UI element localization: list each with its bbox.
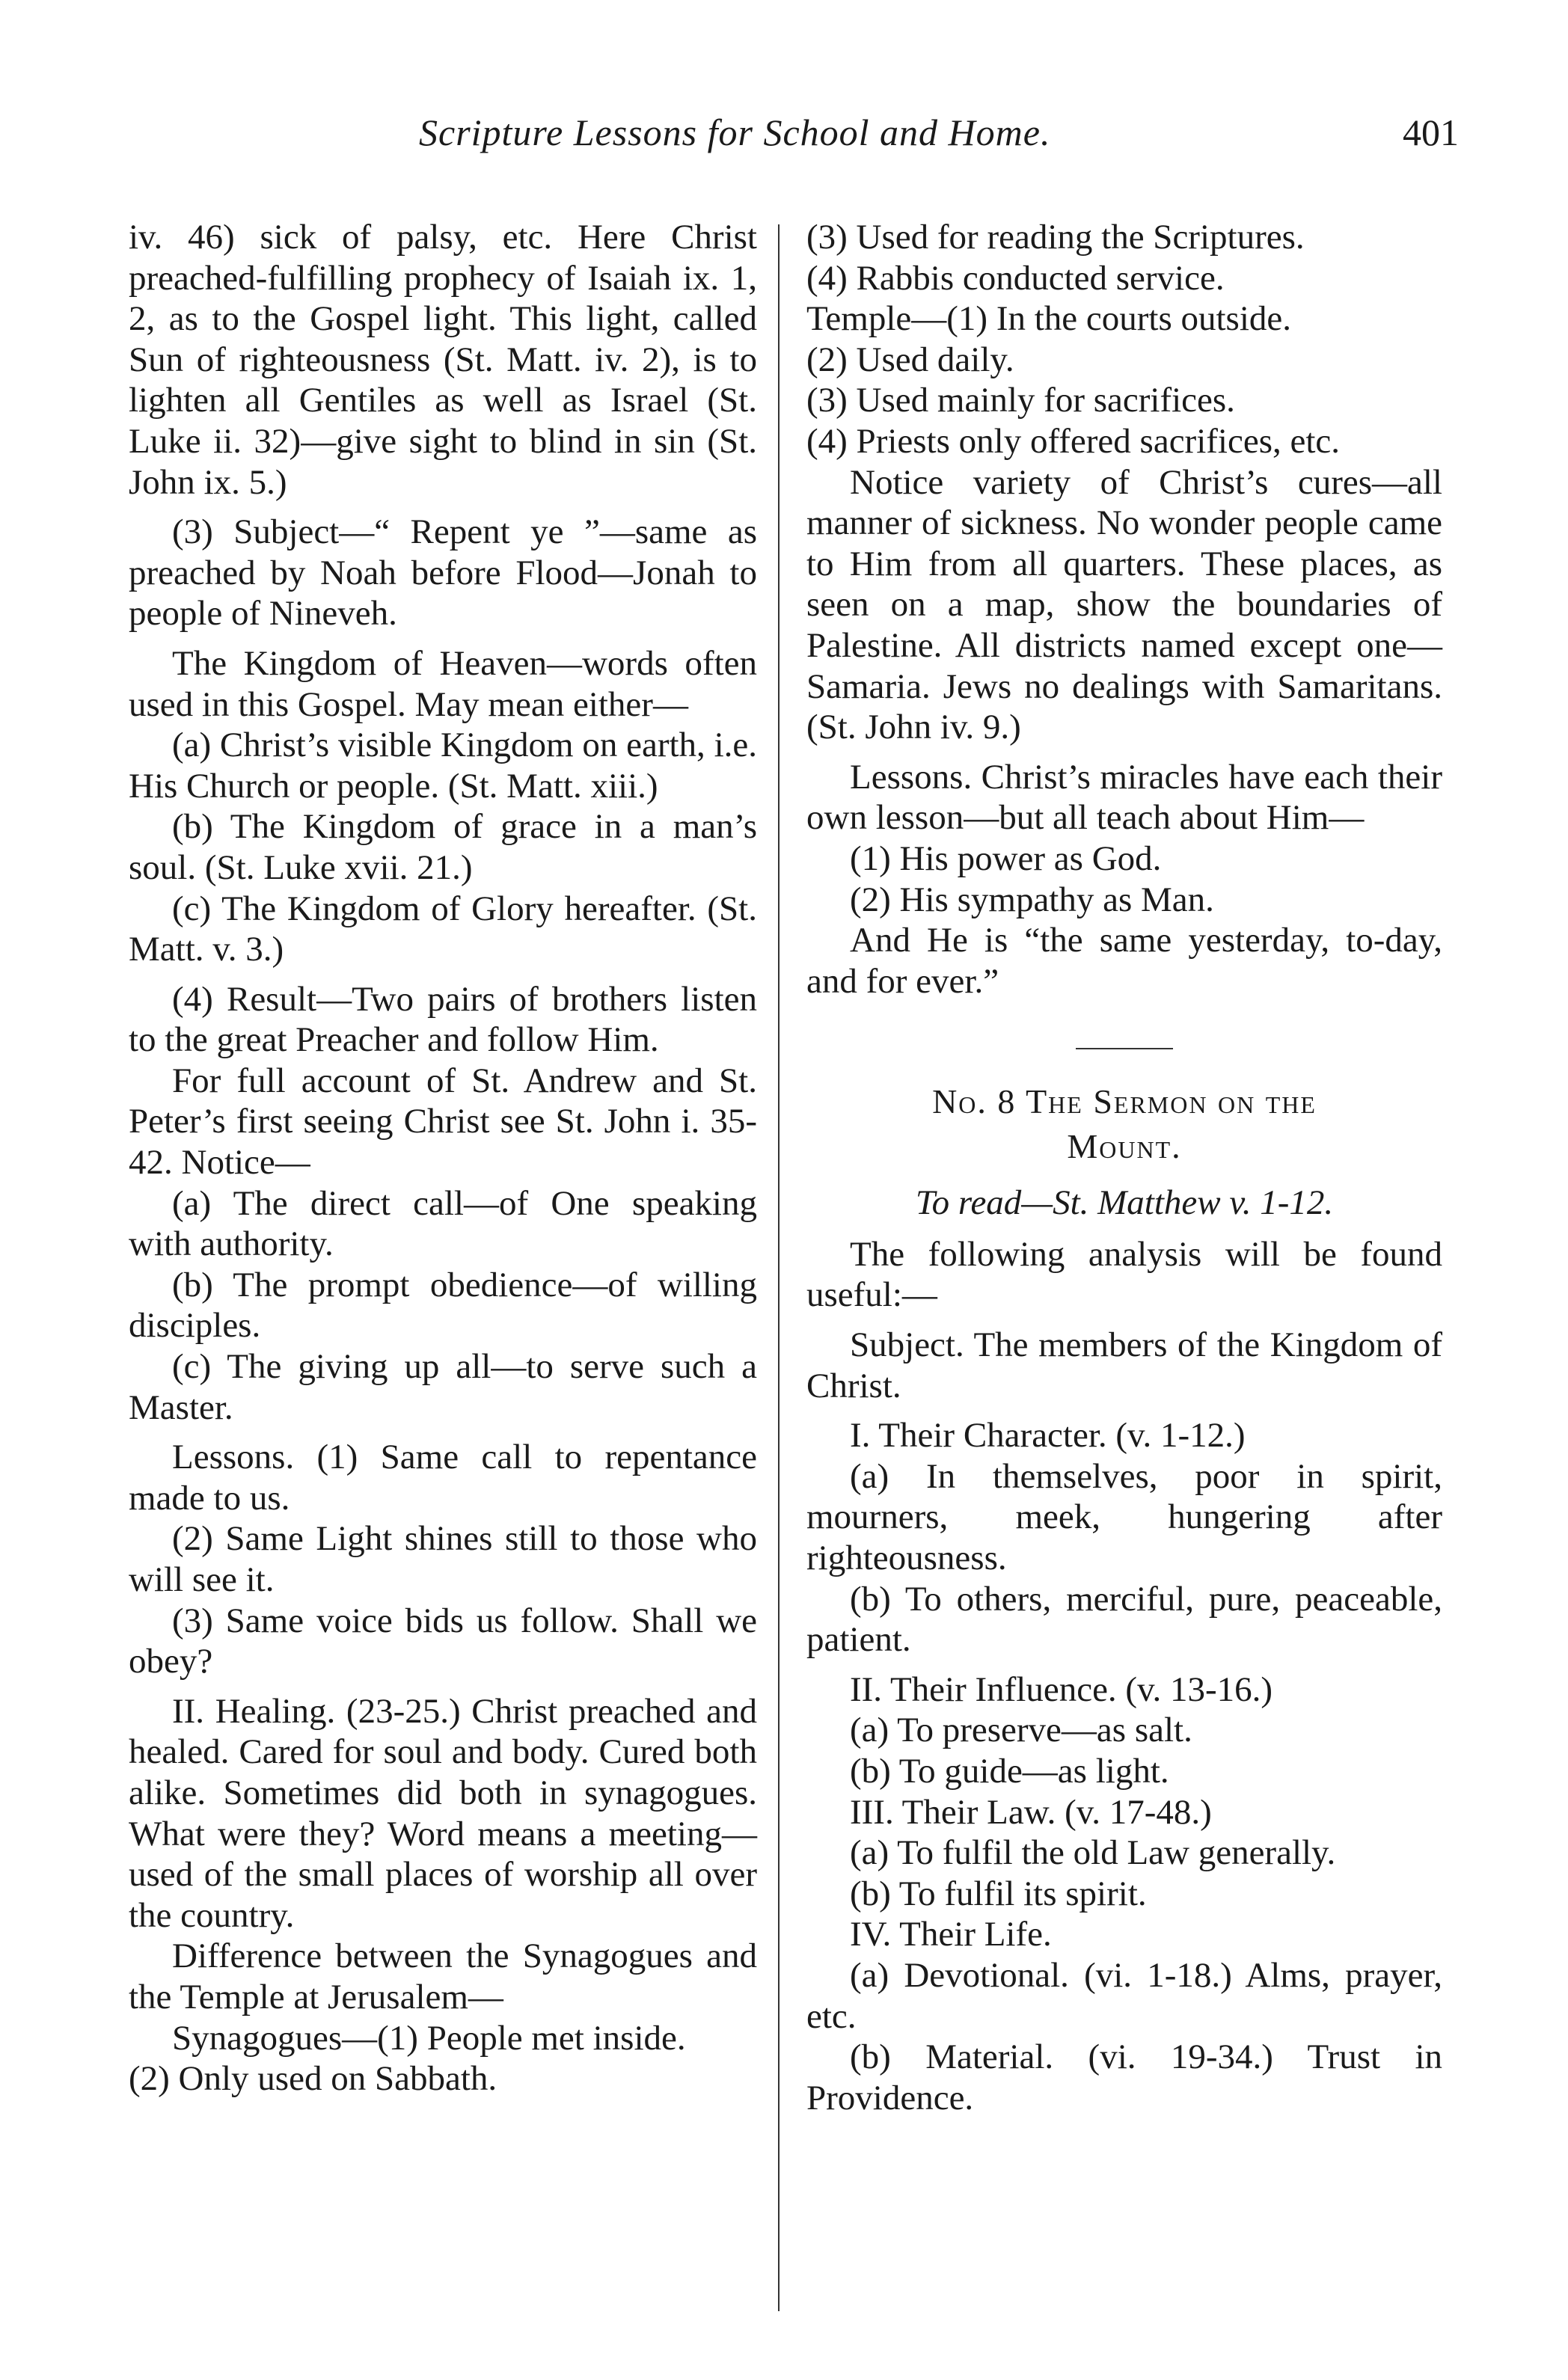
page-header <box>419 111 1459 171</box>
paragraph: Lessons. (1) Same call to repentance made to us. <box>129 1438 757 1518</box>
paragraph: Difference between the Synagogues and the Temple at Jerusalem— <box>129 1936 757 2016</box>
paragraph: Notice variety of Christ’s cures—all manner of sickness. No wonder people came to Him from all quarters. These places, as seen on a map, show the boundaries of Palestine. All districts named except one—Samaria. Jews no dealings with Samaritans. (St. John iv. 9.) <box>806 462 1442 747</box>
list-item: (a) Devotional. (vi. 1-18.) Alms, prayer, etc. <box>806 1955 1442 2036</box>
column-divider <box>778 224 780 2311</box>
paragraph: II. Healing. (23-25.) Christ preached and healed. Cared for soul and body. Cured both alike. Sometimes did both in synagogues. What were they? Word means a meeting—used of the small places of worship all over the country. <box>129 1691 757 1935</box>
list-item: (c) The Kingdom of Glory hereafter. (St. Matt. v. 3.) <box>129 889 757 969</box>
list-item: (2) Used daily. <box>806 340 1014 379</box>
list-item: (a) To preserve—as salt. <box>850 1711 1192 1750</box>
subject-line: Subject. The members of the Kingdom of Christ. <box>806 1325 1442 1405</box>
list-item: (3) Used mainly for sacrifices. <box>806 381 1235 420</box>
list-item: (b) Material. (vi. 19-34.) Trust in Providence. <box>806 2037 1442 2117</box>
list-item: (b) To fulfil its spirit. <box>850 1874 1147 1913</box>
paragraph: The Kingdom of Heaven—words often used in this Gospel. May mean either— <box>129 643 757 724</box>
paragraph: iv. 46) sick of palsy, etc. Here Christ preached-fulfilling prophecy of Isaiah ix. 1, 2, as to the Gospel light. This light, called Sun of righteousness (St. Matt. iv. 2), is to lighten all Gentiles as well as Israel (St. Luke ii. 32)—give sight to blind in sin (St. John ix. 5.) <box>129 218 757 502</box>
list-item: (a) To fulfil the old Law generally. <box>850 1833 1336 1873</box>
list-item: (1) His power as God. <box>850 838 1162 878</box>
list-item: (b) To others, merciful, pure, peaceable, patient. <box>806 1579 1442 1660</box>
reading-reference: To read—St. Matthew v. 1-12. <box>915 1183 1334 1223</box>
list-item: Temple—(1) In the courts outside. <box>806 299 1292 339</box>
paragraph: (4) Result—Two pairs of brothers listen to the great Preacher and follow Him. <box>129 979 757 1060</box>
outline-heading: IV. Their Life. <box>850 1915 1052 1954</box>
outline-heading: II. Their Influence. (v. 13-16.) <box>850 1669 1273 1709</box>
outline-heading: I. Their Character. (v. 1-12.) <box>850 1416 1246 1456</box>
left-column <box>129 217 757 2100</box>
section-heading: No. 8 The Sermon on the <box>932 1082 1317 1121</box>
paragraph: (3) Subject—“ Repent ye ”—same as preached by Noah before Flood—Jonah to people of Nineveh. <box>129 512 757 634</box>
paragraph: The following analysis will be found useful:— <box>806 1234 1442 1315</box>
list-item: (2) Same Light shines still to those who will see it. <box>129 1519 757 1599</box>
list-item: (b) The Kingdom of grace in a man’s soul. (St. Luke xvii. 21.) <box>129 807 757 887</box>
list-item: (3) Used for reading the Scriptures. <box>806 218 1305 257</box>
list-item: (4) Rabbis conducted service. <box>806 258 1225 298</box>
list-item: (3) Same voice bids us follow. Shall we obey? <box>129 1601 757 1681</box>
page-number: 401 <box>1403 111 1459 153</box>
list-item: (2) Only used on Sabbath. <box>129 2059 497 2099</box>
list-item: (a) The direct call—of One speaking with authority. <box>129 1183 757 1264</box>
list-item: Synagogues—(1) People met inside. <box>172 2018 686 2058</box>
list-item: (b) To guide—as light. <box>850 1752 1169 1791</box>
list-item: (4) Priests only offered sacrifices, etc. <box>806 421 1341 461</box>
list-item: (a) In themselves, poor in spirit, mourners, meek, hungering after righteousness. <box>806 1456 1442 1578</box>
right-column <box>806 217 1442 2118</box>
outline-heading: III. Their Law. (v. 17-48.) <box>850 1792 1212 1832</box>
list-item: (2) His sympathy as Man. <box>850 880 1214 919</box>
list-item: (a) Christ’s visible Kingdom on earth, i.e. His Church or people. (St. Matt. xiii.) <box>129 726 757 806</box>
section-separator <box>1076 1048 1173 1049</box>
list-item: (c) The giving up all—to serve such a Master. <box>129 1347 757 1427</box>
paragraph: For full account of St. Andrew and St. Peter’s first seeing Christ see St. John i. 35-42. Notice— <box>129 1061 757 1183</box>
paragraph: Lessons. Christ’s miracles have each their own lesson—but all teach about Him— <box>806 757 1442 838</box>
running-title: Scripture Lessons for School and Home. <box>419 111 1051 153</box>
paragraph: And He is “the same yesterday, to-day, and for ever.” <box>806 921 1442 1001</box>
section-heading-continued: Mount. <box>1067 1127 1182 1166</box>
list-item: (b) The prompt obedience—of willing disciples. <box>129 1265 757 1346</box>
